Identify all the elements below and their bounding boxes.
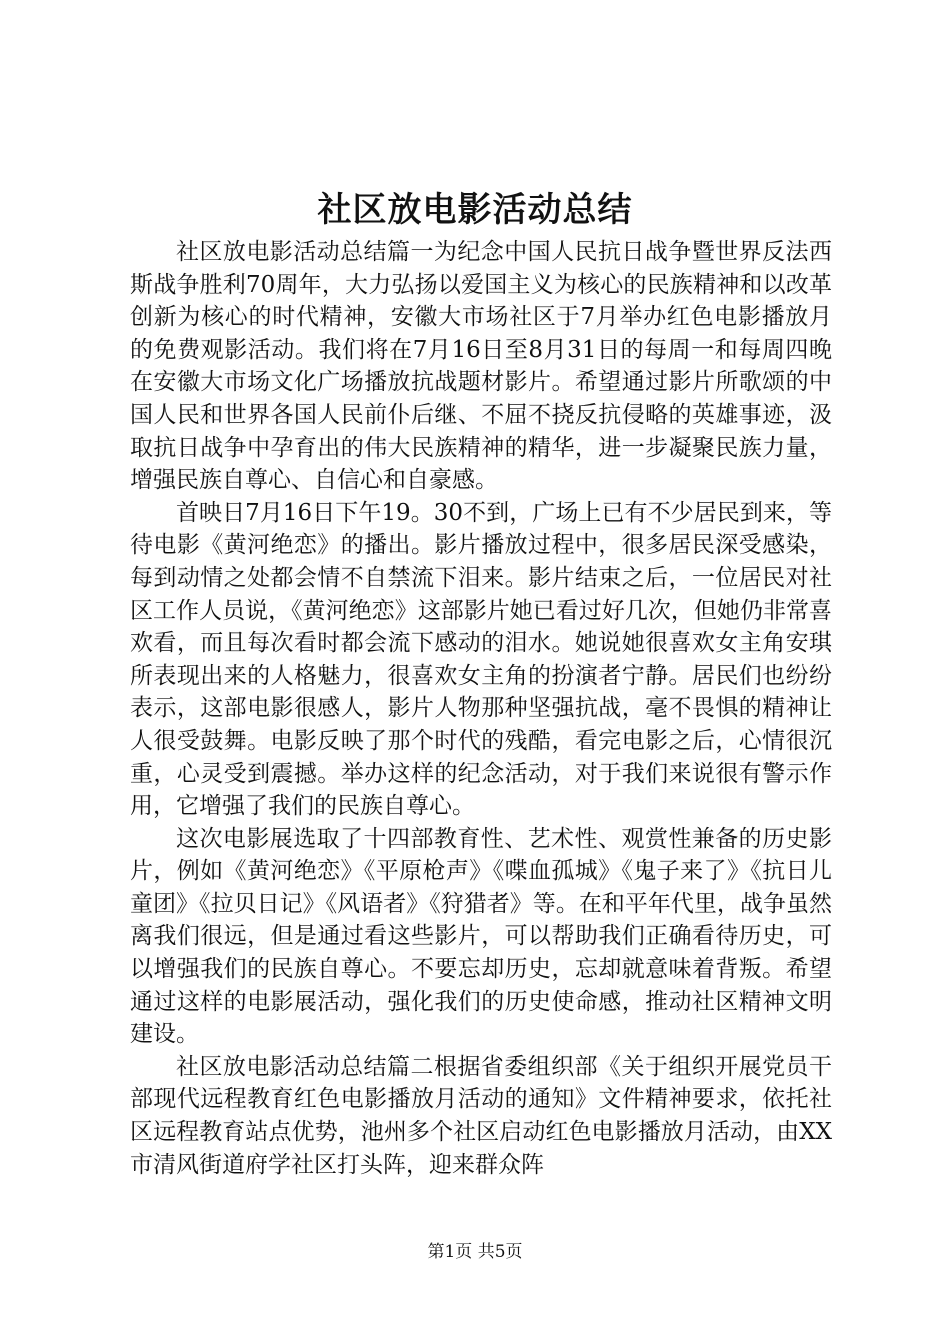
- document-title: 社区放电影活动总结: [317, 190, 633, 230]
- paragraph: 社区放电影活动总结篇一为纪念中国人民抗日战争暨世界反法西斯战争胜利70周年，大力弘扬以爱国主义为核心的民族精神和以改革创新为核心的时代精神，安徽大市场社区于7月举办红色电影播放月的免费观影活动。我们将在7月16日至8月31日的每周一和每周四晚在安徽大市场文化广场播放抗战题材影片。希望通过影片所歌颂的中国人民和世界各国人民前仆后继、不屈不挠反抗侵略的英雄事迹，汲取抗日战争中孕育出的伟大民族精神的精华，进一步凝聚民族力量，增强民族自尊心、自信心和自豪感。: [130, 239, 832, 494]
- paragraph: 社区放电影活动总结篇二根据省委组织部《关于组织开展党员干部现代远程教育红色电影播放月活动的通知》文件精神要求，依托社区远程教育站点优势，池州多个社区启动红色电影播放月活动，由XX市清风街道府学社区打头阵，迎来群众阵: [130, 1053, 832, 1178]
- document-body: [130, 236, 832, 1181]
- page-number-footer: 第1页 共5页: [427, 1242, 523, 1262]
- paragraph: 首映日7月16日下午19。30不到，广场上已有不少居民到来，等待电影《黄河绝恋》的播出。影片播放过程中，很多居民深受感染，每到动情之处都会情不自禁流下泪来。影片结束之后，一位居民对社区工作人员说，《黄河绝恋》这部影片她已看过好几次，但她仍非常喜欢看，而且每次看时都会流下感动的泪水。她说她很喜欢女主角安琪所表现出来的人格魅力，很喜欢女主角的扮演者宁静。居民们也纷纷表示，这部电影很感人，影片人物那种坚强抗战，毫不畏惧的精神让人很受鼓舞。电影反映了那个时代的残酷，看完电影之后，心情很沉重，心灵受到震撼。举办这样的纪念活动，对于我们来说很有警示作用，它增强了我们的民族自尊心。: [130, 499, 832, 820]
- paragraph: 这次电影展选取了十四部教育性、艺术性、观赏性兼备的历史影片，例如《黄河绝恋》《平原枪声》《喋血孤城》《鬼子来了》《抗日儿童团》《拉贝日记》《风语者》《狩猎者》等。在和平年代里，战争虽然离我们很远，但是通过看这些影片，可以帮助我们正确看待历史，可以增强我们的民族自尊心。不要忘却历史，忘却就意味着背叛。希望通过这样的电影展活动，强化我们的历史使命感，推动社区精神文明建设。: [130, 825, 832, 1048]
